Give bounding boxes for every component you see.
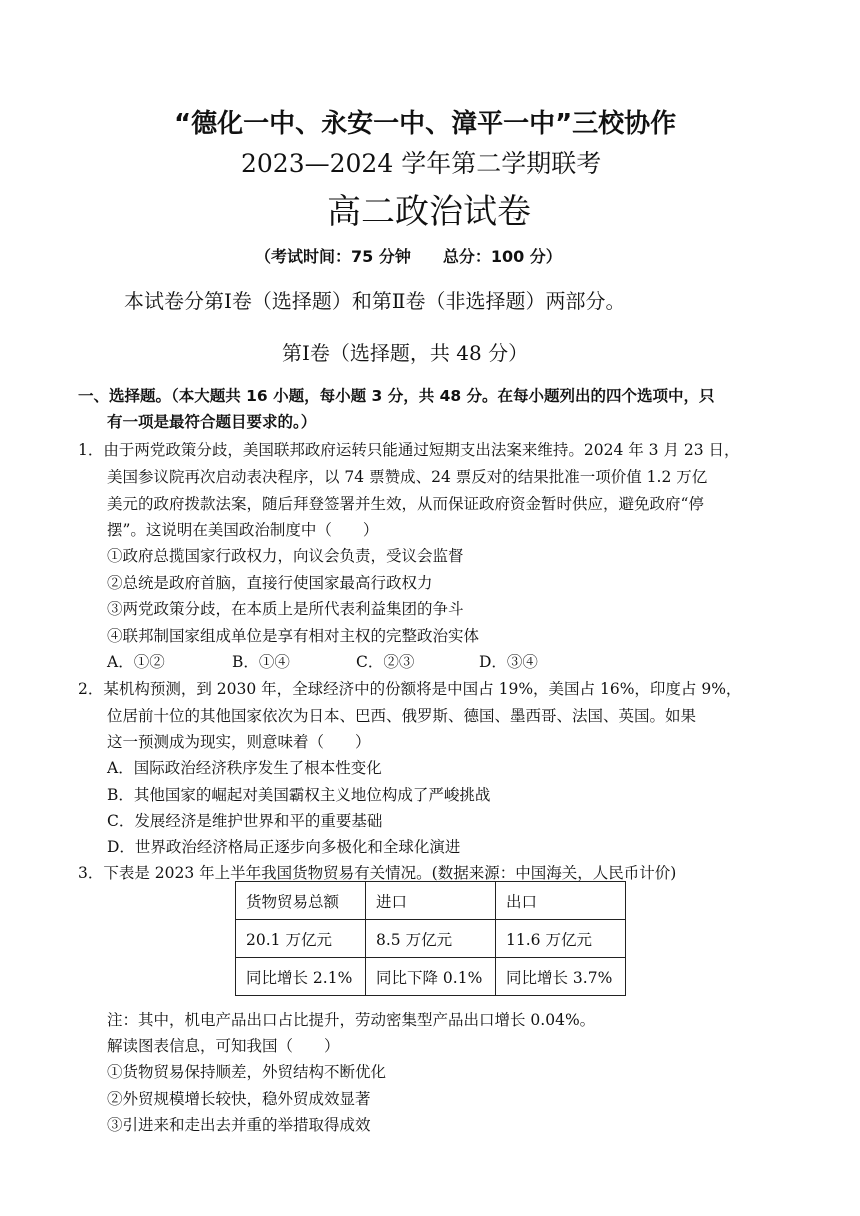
q2-stem-line2: 位居前十位的其他国家依次为日本、巴西、俄罗斯、德国、墨西哥、法国、英国。如果	[107, 707, 697, 725]
table-row	[236, 920, 626, 958]
table-row	[236, 958, 626, 996]
q1-item-2: ②总统是政府首脑，直接行使国家最高行政权力	[107, 574, 433, 592]
section1-heading-line2: 有一项是最符合题目要求的。）	[107, 413, 317, 431]
table-cell: 货物贸易总额	[236, 882, 366, 920]
q1-item-1: ①政府总揽国家行政权力，向议会负责，受议会监督	[107, 547, 464, 565]
q2-stem-line1: 2．某机构预测，到 2030 年，全球经济中的份额将是中国占 19%，美国占 16%，印度占 9%，	[78, 680, 742, 698]
q3-item-3: ③引进来和走出去并重的举措取得成效	[107, 1116, 371, 1134]
q1-stem-line1: 1．由于两党政策分歧，美国联邦政府运转只能通过短期支出法案来维持。2024 年 3 月 23 日，	[78, 441, 740, 459]
q1-stem-line4: 摆”。这说明在美国政治制度中（ ）	[107, 521, 379, 539]
q2-option-d: D．世界政治经济格局正逐步向多极化和全球化演进	[107, 838, 461, 856]
q3-prompt: 解读图表信息，可知我国（ ）	[107, 1037, 340, 1055]
trade-table	[235, 881, 626, 996]
table-cell: 20.1 万亿元	[236, 920, 366, 958]
q2-stem-line3: 这一预测成为现实，则意味着（ ）	[107, 733, 371, 751]
q3-note: 注：其中，机电产品出口占比提升，劳动密集型产品出口增长 0.04%。	[107, 1011, 596, 1029]
table-cell: 8.5 万亿元	[366, 920, 496, 958]
table-row	[236, 882, 626, 920]
table-cell: 同比下降 0.1%	[366, 958, 496, 996]
q2-option-c: C．发展经济是维护世界和平的重要基础	[107, 812, 383, 830]
q1-option-c: C．②③	[356, 653, 415, 671]
table-cell: 进口	[366, 882, 496, 920]
q1-option-d: D．③④	[479, 653, 538, 671]
q2-option-a: A．国际政治经济秩序发生了根本性变化	[107, 759, 382, 777]
q1-stem-line2: 美国参议院再次启动表决程序，以 74 票赞成、24 票反对的结果批准一项价值 1.2 万亿	[107, 468, 708, 486]
q3-item-1: ①货物贸易保持顺差，外贸结构不断优化	[107, 1063, 387, 1081]
q1-stem-line3: 美元的政府拨款法案，随后拜登签署并生效，从而保证政府资金暂时供应，避免政府“停	[107, 495, 704, 513]
table-cell: 11.6 万亿元	[496, 920, 626, 958]
section1-heading-line1: 一、选择题。（本大题共 16 小题，每小题 3 分，共 48 分。在每小题列出的四个选项中，只	[78, 387, 715, 405]
term-title: 2023—2024 学年第二学期联考	[241, 149, 602, 178]
q1-option-b: B．①④	[232, 653, 290, 671]
q2-option-b: B．其他国家的崛起对美国霸权主义地位构成了严峻挑战	[107, 786, 491, 804]
q1-item-4: ④联邦制国家组成单位是享有相对主权的完整政治实体	[107, 627, 480, 645]
table-cell: 同比增长 2.1%	[236, 958, 366, 996]
table-cell: 出口	[496, 882, 626, 920]
q3-stem: 3．下表是 2023 年上半年我国货物贸易有关情况。(数据来源：中国海关，人民币计价)	[78, 864, 677, 882]
table-cell: 同比增长 3.7%	[496, 958, 626, 996]
q1-item-3: ③两党政策分歧，在本质上是所代表利益集团的争斗	[107, 600, 464, 618]
school-collab-title: “德化一中、永安一中、漳平一中”三校协作	[174, 109, 677, 139]
q1-option-a: A．①②	[107, 653, 165, 671]
exam-info: （考试时间：75 分钟 总分：100 分）	[255, 247, 562, 266]
exam-title: 高二政治试卷	[327, 192, 531, 232]
q3-item-2: ②外贸规模增长较快，稳外贸成效显著	[107, 1090, 371, 1108]
part1-title: 第Ⅰ卷（选择题，共 48 分）	[282, 341, 529, 365]
paper-intro: 本试卷分第Ⅰ卷（选择题）和第Ⅱ卷（非选择题）两部分。	[124, 289, 626, 313]
